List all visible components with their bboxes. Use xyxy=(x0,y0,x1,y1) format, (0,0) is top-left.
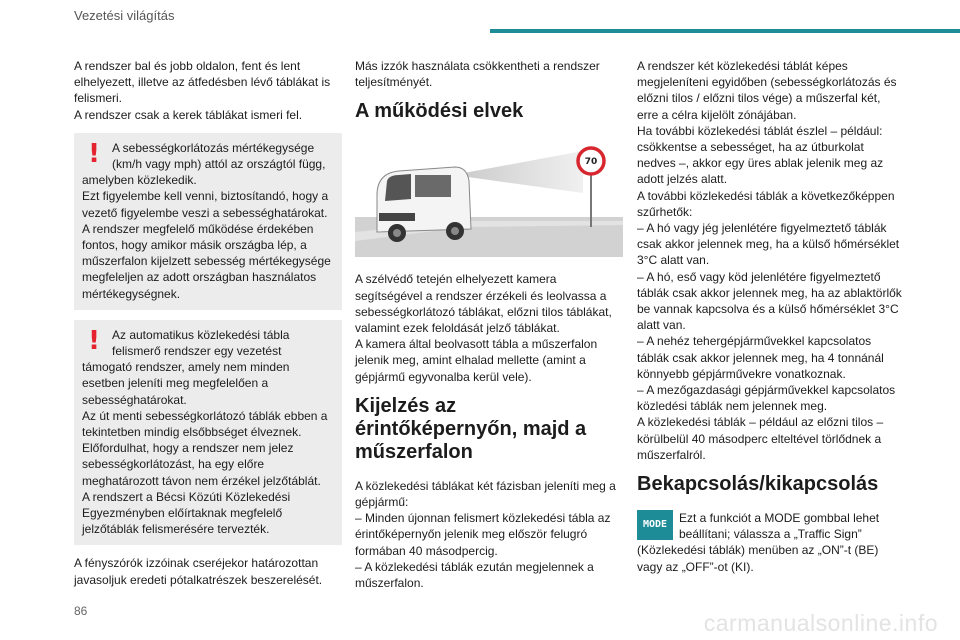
bulb-note: A fényszórók izzóinak cseréjekor határozottan javasoljuk eredeti pótalkatrészek beszerelését. xyxy=(74,556,323,587)
warning-text-units: A sebességkorlátozás mértékegysége (km/h vagy mph) attól az országtól függ, amelyben közlekedik. Ezt figyelembe kell venni, biztosítandó, hogy a vezető figyelembe veszi a sebességhatárokat. A rendszer megfelelő működése érdekében fontos, hogy amikor másik országba lép, a műszerfalon kijelzett sebesség mértékegysége megfeleljen az adott országban használatos mértékegységnek. xyxy=(82,140,331,301)
heading-toggle: Bekapcsolás/kikapcsolás xyxy=(637,473,879,496)
warning-box-system xyxy=(74,320,342,546)
two-signs-paragraph: A rendszer két közlekedési táblát képes megjeleníteni egyidőben (sebességkorlátozás és előzni tilos / előzni tilos vége) a műszerfal két, erre a célra kijelölt zónájában. Ha további közlekedési táblát észlel – például: csökkentse a sebességet, ha az útburkolat nedves –, akkor egy üres ablak jelenik meg az adott jelzés alatt. A további közlekedési táblák a következőképpen szűrhetők: – A hó vagy jég jelenlétére figyelmeztető táblák csak akkor jelennek meg, ha a külső hőmérséklet 3°C alatt van. – A hó, eső vagy köd jelenlétére figyelmeztető táblák csak akkor jelennek meg, ha az ablaktörlők be vannak kapcsolva és a külső hőmérséklet 3°C alatt van. – A nehéz tehergépjárművekkel kapcsolatos táblák csak akkor jelennek meg, ha 4 tonnánál könnyebb gépjárművekre vonatkoznak. – A mezőgazdasági gépjárművekkel kapcsolatos közledési táblák nem jelennek meg. A közlekedési táblák – például az előzni tilos – körülbelül 40 másodperc elteltével törlődnek a műszerfalról. xyxy=(637,59,902,462)
mode-paragraph: Ezt a funkciót a MODE gombbal lehet beállítani; válassza a „Traffic Sign” (Közlekedési táblák) menüben az „ON”-t (BE) vagy az „OFF”-ot (KI). xyxy=(637,511,880,574)
header-accent-bar xyxy=(490,29,960,33)
speed-sign-value: 70 xyxy=(584,157,598,168)
mode-button-icon: MODE xyxy=(637,510,673,540)
heading-principles: A működési elvek xyxy=(355,100,524,123)
column-left xyxy=(74,58,342,588)
warning-box-units xyxy=(74,133,342,310)
display-paragraph: A közlekedési táblákat két fázisban jeleníti meg a gépjármű: – Minden újonnan felismert közlekedési tábla az érintőképernyőn jelenik meg először felugró formában 40 másodpercig. – A közlekedési táblák ezután megjelennek a műszerfalon. xyxy=(355,478,616,591)
intro-paragraph: A rendszer bal és jobb oldalon, fent és lent elhelyezett, illetve az átfedésben lévő táblákat is felismeri. A rendszer csak a kerek táblákat ismeri fel. xyxy=(74,59,331,122)
van-sign-illustration xyxy=(355,137,623,257)
warning-text-system: Az automatikus közlekedési tábla felismerő rendszer egy vezetést támogató rendszer, amely nem minden esetben jeleníti meg megfelelően a sebességhatárokat. Az út menti sebességkorlátozó táblák ebben a tekintetben mindig elsőbbséget élveznek. Előfordulhat, hogy a rendszer nem jelez sebességkorlátozást, ha egy előre meghatározott távon nem érzékel jelzőtáblát. A rendszert a Bécsi Közúti Közlekedési Egyezményben előírtaknak megfelelő jelzőtáblák felismerésére tervezték. xyxy=(82,327,328,537)
column-middle xyxy=(355,58,623,591)
watermark: carmanualsonline.info xyxy=(703,610,938,636)
heading-display: Kijelzés az érintőképernyőn, majd a műszerfalon xyxy=(355,394,587,463)
section-title: Vezetési világítás xyxy=(74,8,175,23)
warning-icon: ! xyxy=(88,138,100,169)
column-right xyxy=(637,58,905,575)
bulb-continuation: Más izzók használata csökkentheti a rendszer teljesítményét. xyxy=(355,59,600,90)
mode-instruction xyxy=(637,510,905,575)
warning-icon: ! xyxy=(88,325,100,356)
van-icon xyxy=(377,167,471,242)
camera-paragraph: A szélvédő tetején elhelyezett kamera segítségével a rendszer érzékeli és leolvassa a sebességkorlátozó táblákat, előzni tilos táblákat, valamint ezek feloldását jelző táblákat. A kamera által beolvasott tábla a műszerfalon jelenik meg, amint elhalad mellette (amint a gépjármű egyvonalba kerül vele). xyxy=(355,272,612,384)
page-number: 86 xyxy=(74,604,88,618)
